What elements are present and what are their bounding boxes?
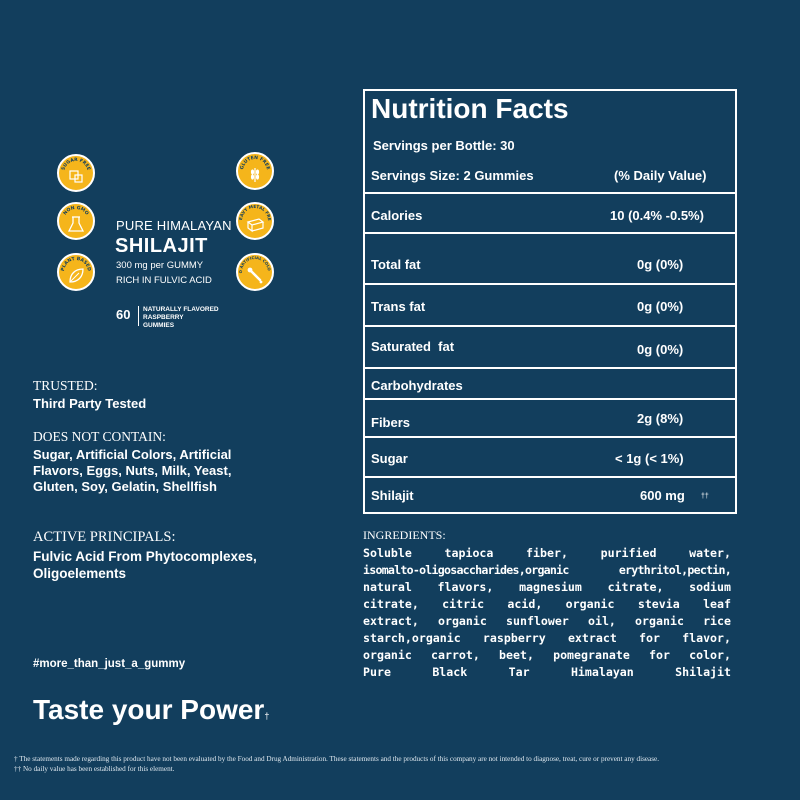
plant-based-badge: [57, 253, 95, 291]
tagline-mark: †: [264, 711, 270, 721]
dropper-icon: [238, 255, 272, 289]
servings-per-bottle: Servings per Bottle: 30: [373, 138, 515, 153]
row-label-shilajit: Shilajit: [371, 488, 414, 503]
wheat-icon: [238, 154, 272, 188]
non-gmo-badge: [57, 202, 95, 240]
nutrition-facts-table: [363, 89, 737, 514]
row-label-carbohydrates: Carbohydrates: [371, 378, 463, 393]
row-label-calories: Calories: [371, 208, 423, 223]
tagline-text: Taste your Power: [33, 694, 265, 725]
trusted-heading: TRUSTED:: [33, 378, 98, 393]
row-value-saturated-fat: 0g (0%): [637, 342, 684, 357]
row-value-trans-fat: 0g (0%): [637, 299, 684, 314]
table-divider: [365, 325, 735, 327]
trusted-text: Third Party Tested: [33, 396, 147, 411]
ingredients-line: starch,organic raspberry extract for flavor,: [363, 631, 731, 645]
row-label-total-fat: Total fat: [371, 257, 421, 272]
does-not-contain-heading: DOES NOT CONTAIN:: [33, 429, 166, 444]
does-not-contain-text: [33, 447, 231, 495]
svg-text:NO ARTIFICIAL COLORS: O ARTIFICIAL COLO: [238, 255, 272, 274]
footnote-1: † The statements made regarding this product have not been evaluated by the Food and Drug Administration. These statements and the products of this company are not intended to diagnose, treat, cure or prevent any disease.: [14, 755, 660, 763]
row-value-sugar: < 1g (< 1%): [615, 451, 684, 466]
active-principals-text: [33, 548, 257, 582]
count-label-line: GUMMIES: [143, 322, 175, 329]
row-label-trans-fat: Trans fat: [371, 299, 426, 314]
ingredients-line: isomalto-oligosaccharides,organic erythritol,pectin,: [363, 563, 731, 577]
ingredients-line: organic carrot, beet, pomegranate for color,: [363, 648, 731, 662]
svg-text:GLUTEN FREE: GLUTEN FREE: [240, 155, 270, 171]
product-name: SHILAJIT: [115, 235, 208, 257]
ingredients-line: Soluble tapioca fiber, purified water,: [363, 546, 731, 560]
table-divider: [365, 192, 735, 194]
does-not-contain-line: Gluten, Soy, Gelatin, Shellfish: [33, 479, 217, 494]
table-divider: [365, 398, 735, 400]
active-principals-heading: ACTIVE PRINCIPALS:: [33, 529, 176, 545]
ingredients-heading: INGREDIENTS:: [363, 528, 446, 542]
count-label: [143, 306, 219, 330]
heavy-metal-free-badge: [236, 202, 274, 240]
svg-text:PLANT BASED: PLANT BASED: [60, 256, 92, 272]
product-subtitle: PURE HIMALAYAN: [116, 218, 232, 233]
nutrition-facts-title: Nutrition Facts: [371, 93, 569, 124]
row-value-calories: 10 (0.4% -0.5%): [610, 208, 704, 223]
table-divider: [365, 476, 735, 478]
active-principals-line: Fulvic Acid From Phytocomplexes,: [33, 549, 257, 564]
svg-text:SUGAR FREE: SUGAR FREE: [61, 157, 91, 172]
row-value-shilajit: 600 mg: [640, 488, 685, 503]
daily-value-heading: (% Daily Value): [614, 168, 707, 183]
table-divider: [365, 232, 735, 234]
hashtag: #more_than_just_a_gummy: [33, 658, 186, 670]
row-value-fibers: 2g (8%): [637, 411, 684, 426]
serving-size: Servings Size: 2 Gummies: [371, 168, 534, 183]
no-artificial-colors-badge: [236, 253, 274, 291]
sugar-cube-icon: [59, 156, 93, 190]
tagline: [33, 694, 269, 726]
row-label-sugar: Sugar: [371, 451, 408, 466]
does-not-contain-line: Sugar, Artificial Colors, Artificial: [33, 447, 232, 462]
count-label-line: RASPBERRY: [143, 314, 184, 321]
ingredients-line: extract, organic sunflower oil, organic rice: [363, 614, 731, 628]
ingredients-text: [363, 545, 731, 681]
active-principals-line: Oligoelements: [33, 566, 127, 581]
metal-block-icon: [238, 204, 272, 238]
count-label-line: NATURALLY FLAVORED: [143, 306, 219, 313]
sugar-free-badge: [57, 154, 95, 192]
ingredients-line: Pure Black Tar Himalayan Shilajit: [363, 665, 731, 679]
svg-text:HEAVY METAL FREE: EAVY METAL FRE: [238, 204, 272, 221]
leaf-icon: [59, 255, 93, 289]
ingredients-line: citrate, citric acid, organic stevia leaf: [363, 597, 731, 611]
flask-icon: [59, 204, 93, 238]
table-divider: [365, 283, 735, 285]
table-divider: [365, 436, 735, 438]
table-divider: [365, 367, 735, 369]
product-rich: RICH IN FULVIC ACID: [116, 275, 212, 286]
ingredients-line: natural flavors, magnesium citrate, sodium: [363, 580, 731, 594]
count-divider: [138, 306, 139, 326]
gluten-free-badge: [236, 152, 274, 190]
svg-text:NON GMO: NON GMO: [62, 205, 90, 217]
footnote-2: †† No daily value has been established for this element.: [14, 765, 175, 773]
row-label-saturated-fat: Saturated fat: [371, 339, 455, 354]
does-not-contain-line: Flavors, Eggs, Nuts, Milk, Yeast,: [33, 463, 232, 478]
product-dose: 300 mg per GUMMY: [116, 260, 204, 271]
gummy-count: 60: [116, 307, 131, 322]
row-label-fibers: Fibers: [371, 415, 411, 430]
shilajit-footnote-mark: ††: [701, 493, 709, 500]
row-value-total-fat: 0g (0%): [637, 257, 684, 272]
